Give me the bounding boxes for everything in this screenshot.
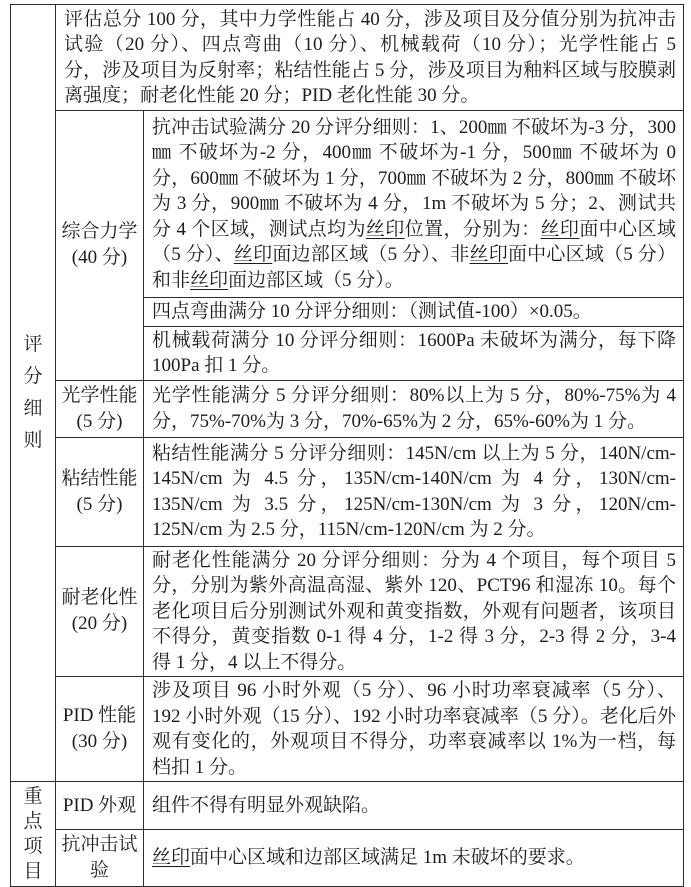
impact-rule-segment: 面中心区域（5 分）、 [152, 218, 676, 266]
cell-load-rule [144, 326, 684, 380]
pid-performance-score: (30 分) [71, 731, 128, 752]
section-header-scoring-rules [11, 5, 56, 782]
pid-appearance-rule-text: 组件不得有明显外观缺陷。 [152, 794, 381, 816]
adhesion-name: 粘结性能 [61, 467, 138, 489]
pid-performance-rule-text: 涉及项目 96 小时外观（5 分）、96 小时功率衰减率（5 分）、192 小时外观（15 分）、192 小时功率衰减率（5 分）。老化后外观有变化的，外观项目不得分，功率衰减率以 1%为一档，每档扣 1 分。 [152, 680, 676, 778]
load-rule-text: 机械载荷满分 10 分评分细则：1600Pa 未破坏为满分，每下降 100Pa 扣 1 分。 [152, 329, 676, 376]
underlined-term-silkprint: 丝印 [152, 847, 191, 869]
cell-impact-rule [144, 111, 684, 298]
cell-bending-rule [144, 298, 684, 327]
optical-rule-text: 光学性能满分 5 分评分细则：80%以上为 5 分，80%-75%为 4 分，75%-70%为 3 分，70%-65%为 2 分，65%-60%为 1 分。 [152, 385, 676, 432]
cell-pid-appearance-rule [144, 782, 684, 830]
row-impact-rule [11, 111, 684, 298]
row-adhesion [11, 437, 684, 546]
cell-adhesion-rule [144, 437, 684, 546]
row-pid-appearance [11, 782, 684, 830]
section-header-key-projects [11, 782, 56, 887]
row-label-aging [56, 546, 144, 677]
scoring-rubric-table [10, 4, 684, 887]
cell-pid-performance-rule [144, 677, 684, 782]
underlined-term-silkprint: 丝印 [365, 218, 405, 240]
impact-key-name: 抗冲击试验 [61, 834, 138, 881]
cell-impact-key-rule [144, 830, 684, 887]
aging-score: (20 分) [71, 613, 128, 635]
aging-rule-text: 耐老化性能满分 20 分评分细则：分为 4 个项目，每个项目 5 分，分别为紫外高温高湿、紫外 120、PCT96 和湿冻 10。每个老化项目后分别测试外观和黄变指数，外观有问题者，该项目不得分，黄变指数 0-1 得 4 分，1-2 得 3 分，2-3 得 2 分，3-4 得 1 分，4 以上不得分。 [152, 549, 676, 673]
row-aging [11, 546, 684, 677]
row-label-adhesion [56, 437, 144, 546]
impact-rule-segment: 面边部区域（5 分）。 [228, 269, 404, 291]
underlined-term-silkprint: 丝印 [190, 269, 229, 291]
bending-rule-text: 四点弯曲满分 10 分评分细则：（测试值-100）×0.05。 [152, 301, 592, 322]
cell-optical-rule [144, 380, 684, 437]
overview-text: 评估总分 100 分，其中力学性能占 40 分，涉及项目及分值分别为抗冲击试验（20 分）、四点弯曲（10 分）、机械载荷（10 分）；光学性能占 5 分，涉及项目为反射率；粘结性能占 5 分，涉及项目为釉料区域与胶膜剥离强度；耐老化性能 20 分；PID 老化性能 30 分。 [64, 8, 676, 106]
row-overview [11, 5, 684, 111]
row-pid-performance [11, 677, 684, 782]
mechanics-name: 综合力学 [61, 221, 138, 243]
row-optical [11, 380, 684, 437]
row-label-optical [56, 380, 144, 437]
key-projects-label: 重点项目 [23, 786, 43, 882]
adhesion-score: (5 分) [76, 493, 123, 515]
underlined-term-silkprint: 丝印 [233, 244, 273, 266]
row-label-mechanics [56, 111, 144, 381]
impact-rule-segment: 抗冲击试验满分 20 分评分细则：1、200㎜ 不破坏为-3 分，300㎜ 不破坏为-2 分，400㎜ 不破坏为-1 分，500㎜ 不破坏为 0 分，600㎜ 不破坏为 1 分，700㎜ 不破坏为 2 分，800㎜ 不破坏为 3 分，900㎜ 不破坏为 4 分，1m 不破坏为 5 分；2、测试共分 4 个区域，测试点均为 [152, 116, 676, 240]
impact-rule-segment: 位置，分别为： [404, 218, 541, 240]
impact-rule-segment: 面中心区域（5 分）和非 [152, 244, 676, 291]
row-label-pid-performance [56, 677, 144, 782]
impact-rule-segment: 面边部区域（5 分）、非 [272, 244, 470, 266]
pid-appearance-name: PID 外观 [62, 794, 137, 816]
row-impact-key [11, 830, 684, 887]
optical-score: (5 分) [76, 410, 123, 432]
cell-overview [56, 5, 684, 111]
underlined-term-silkprint: 丝印 [469, 244, 508, 266]
underlined-term-silkprint: 丝印 [540, 218, 580, 240]
mechanics-score: (40 分) [71, 247, 128, 269]
impact-key-rule-text: 面中心区域和边部区域满足 1m 未破坏的要求。 [190, 847, 585, 869]
adhesion-rule-text: 粘结性能满分 5 分评分细则：145N/cm 以上为 5 分，140N/cm-145N/cm 为 4.5 分，135N/cm-140N/cm 为 4 分，130N/cm-135N/cm 为 3.5 分，125N/cm-130N/cm 为 3 分，120N/cm-125N/cm 为 2.5 分，115N/cm-120N/cm 为 2 分。 [152, 442, 676, 540]
pid-performance-name: PID 性能 [62, 705, 137, 726]
row-label-pid-appearance [56, 782, 144, 830]
optical-name: 光学性能 [61, 384, 138, 406]
scoring-rules-label: 评分细则 [23, 334, 43, 451]
aging-name: 耐老化性 [61, 587, 138, 609]
row-label-impact-key [56, 830, 144, 887]
cell-aging-rule [144, 546, 684, 677]
